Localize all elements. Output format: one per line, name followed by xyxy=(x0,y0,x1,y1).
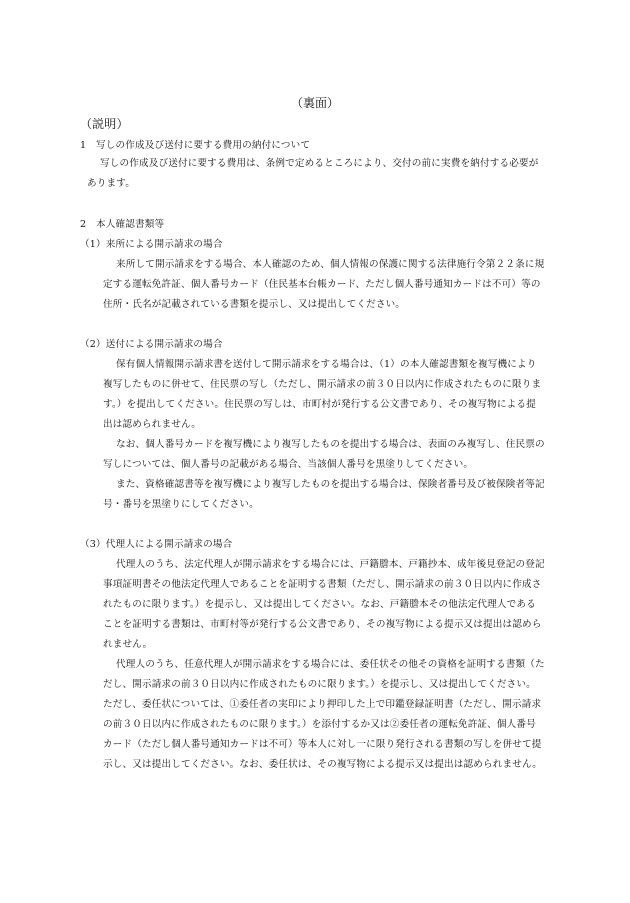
subsection-2-line: す。）を提出してください。住民票の写しは、市町村が発行する公文書であり、その複写物による提 xyxy=(103,399,536,410)
explanation-heading: （説明） xyxy=(80,117,129,131)
subsection-2-heading: （2）送付による開示請求の場合 xyxy=(80,339,223,350)
subsection-3-line: れません。 xyxy=(103,639,153,650)
subsection-3-line: 代理人のうち、法定代理人が開示請求をする場合には、戸籍謄本、戸籍抄本、成年後見登記の登記 xyxy=(116,559,545,570)
subsection-2-line: なお、個人番号カードを複写機により複写したものを提出する場合は、表面のみ複写し、住民票の xyxy=(116,439,545,450)
subsection-3-line: ただし、委任状については、①委任者の実印により押印した上で印鑑登録証明書（ただし、開示請求 xyxy=(103,699,542,710)
subsection-2-line: また、資格確認書等を複写機により複写したものを提出する場合は、保険者番号及び被保険者等記 xyxy=(116,479,545,490)
section-1-line: 写しの作成及び送付に要する費用は、条例で定めるところにより、交付の前に実費を納付する必要が xyxy=(100,158,539,169)
subsection-2-line: 複写したものに併せて、住民票の写し（ただし、開示請求の前３０日以内に作成されたものに限りま xyxy=(103,379,542,390)
subsection-1-line: 定する運転免許証、個人番号カード（住民基本台帳カード、ただし個人番号通知カードは不可）等の xyxy=(103,279,541,290)
subsection-3-line: 事項証明書その他法定代理人であることを証明する書類（ただし、開示請求の前３０日以内に作成さ xyxy=(103,579,542,590)
subsection-2-line: 保有個人情報開示請求書を送付して開示請求をする場合は、（1）の本人確認書類を複写機により xyxy=(116,359,537,370)
section-1-line: あります。 xyxy=(87,178,135,189)
subsection-1-heading: （1）来所による開示請求の場合 xyxy=(80,239,223,250)
subsection-1-line: 住所・氏名が記載されている書類を提示し、又は提出してください。 xyxy=(103,299,406,310)
section-1-heading: 1 写しの作成及び送付に要する費用の納付について xyxy=(80,140,311,151)
subsection-2-line: 出は認められません。 xyxy=(103,419,202,430)
subsection-3-line: カード（ただし個人番号通知カードは不可）等本人に対し一に限り発行される書類の写しを併せて提 xyxy=(103,739,542,750)
subsection-2-line: 写しについては、個人番号の記載がある場合、当該個人番号を黒塗りしてください。 xyxy=(103,459,474,470)
subsection-3-line: ことを証明する書類は、市町村等が発行する公文書であり、その複写物による提示又は提出は認めら xyxy=(103,619,542,630)
page-title: （裏面） xyxy=(290,96,339,110)
subsection-3-heading: （3）代理人による開示請求の場合 xyxy=(80,539,233,550)
subsection-3-line: の前３０日以内に作成されたものに限ります。）を添付するか又は②委任者の運転免許証、個人番号 xyxy=(103,719,536,730)
subsection-3-line: 代理人のうち、任意代理人が開示請求をする場合には、委任状その他その資格を証明する書類（た xyxy=(116,659,545,670)
subsection-1-line: 来所して開示請求をする場合、本人確認のため、個人情報の保護に関する法律施行令第２２条に規 xyxy=(116,259,545,270)
subsection-3-line: だし、開示請求の前３０日以内に作成されたものに限ります。）を提示し、又は提出してください。 xyxy=(103,679,536,690)
section-2-heading: 2 本人確認書類等 xyxy=(80,219,165,230)
subsection-2-line: 号・番号を黒塗りにしてください。 xyxy=(103,499,259,510)
subsection-3-line: 示し、又は提出してください。なお、委任状は、その複写物による提示又は提出は認められません。 xyxy=(103,759,543,770)
subsection-3-line: れたものに限ります。）を提示し、又は提出してください。なお、戸籍謄本その他法定代理人である xyxy=(103,599,536,610)
